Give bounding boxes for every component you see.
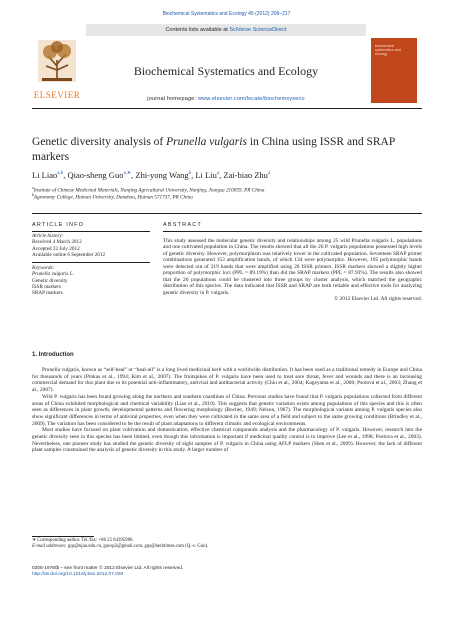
article-info-rule [32,231,150,232]
email-addresses[interactable]: gqs@njau.edu.cn, guoqs2@gmail.com, gqs@herbtimes.com (Q.-s. Guo). [67,544,209,550]
affiliation-b [32,193,422,201]
homepage-prefix: journal homepage: [147,96,198,102]
author-name: Zai-biao Zhu [223,170,268,180]
corresponding-author: ∗ Corresponding author. Tel./fax: +86 25 84395980. [32,538,134,543]
intro-paragraph: Wild P. vulgaris has been found growing along the northern and southern coastlines of China. Previous studies have found that P. vulgaris populations collected from different areas of China exhibited morphological and chemical variability (Liao et al., 2010). This suggests that genetic variation exists among populations of this species and this is often seen as differences in plant growth, developmental patterns and flowering morphology (Bocher, 1949; Nelson, 1967). The morphological variants among P. vulgaris species also show significant differences in terms of antiviral properties, even when they were cultivated in the same area of a field and subject to the same growing conditions (Brindley et al., 2009). The variation has been considered to be the result of plant adaptations to different climatic and ecological environments. [32,393,422,427]
introduction-heading: 1. Introduction [32,352,74,358]
issn-line [32,566,422,578]
author-list: Li Liao$^{a,b}$, Qiao-sheng Guo$^{a,∗}$, Zhi-yong Wang$^b$, Li Liu$^a$, Zai-biao Zhu$^a$ [32,170,271,180]
title-species: Prunella vulgaris [166,136,247,148]
corresponding-author-footnote [32,538,422,550]
article-info-heading: ARTICLE INFO [32,222,85,228]
abstract-heading: ABSTRACT [163,222,202,228]
abstract-rule [163,231,422,232]
issn-text: 0305-1978/$ – see front matter © 2012 Elsevier Ltd. All rights reserved. [32,566,184,571]
author-affil-marker[interactable]: a,b [57,171,64,177]
header-divider [32,108,422,109]
homepage-link[interactable]: www.elsevier.com/locate/biochemsyseco [197,96,305,102]
received-date: Received 4 March 2012 [32,239,82,246]
keywords-rule [32,262,150,263]
doi-link[interactable]: http://dx.doi.org/10.1016/j.bse.2012.07.030 [32,572,124,578]
email-label: E-mail addresses: [32,544,68,550]
introduction-body [32,367,422,454]
author-affil-marker[interactable]: b [188,171,192,177]
online-date: Available online 6 September 2012 [32,251,106,258]
affiliation-text: Institute of Chinese Medicinal Materials, Nanjing Agricultural University, Nanjing, Jiangsu 210059, PR China [33,187,265,194]
affiliation-marker: b [32,193,34,197]
article-history [32,233,150,258]
abstract-body [163,238,422,303]
author-name: Qiao-sheng Guo [67,170,124,180]
abstract-text: This study assessed the molecular genetic diversity and relationships among 25 wild Prunella vulgaris L. populations and one cultivated population in China. The results showed that all the 26 P. vulgaris populations possessed high levels of genetic diversity. However, polymorphism was relatively lower in the cultivated population. Seventeen SRAP primer combinations generated 153 amplification bands, of which 134 were polymorphic. However, 195 polymorphic bands were detected out of 219 bands that were amplified using 20 ISSR primers. ISSR markers showed a slightly higher proportion of polymorphic loci (PPL = 89.19%) than did the SRAP markers (PPL = 87.93%). The results also showed that the 26 populations could be clustered into three groups by cluster analysis, which matched the geographic distribution of this species. The data indicated that ISSR and SRAP are both reliable and effective tools for analyzing genetic diversity in P. vulgaris. [163,238,422,296]
elsevier-logo [32,38,82,104]
article-title [32,135,422,165]
cover-title: biochemical systematics and ecology [375,44,401,56]
affiliation-text: Agronomy College, Hainan University, Danzhou, Hainan 571737, PR China [33,194,193,201]
author-affil-marker[interactable]: a,∗ [123,171,132,177]
journal-citation: Biochemical Systematics and Ecology 45 (2012) 209–217 [162,11,291,17]
title-part2: in China using ISSR and SRAP markers [32,136,395,163]
keyword: SRAP markers [32,290,63,297]
journal-title: Biochemical Systematics and Ecology [133,64,319,78]
sciencedirect-link[interactable]: SciVerse ScienceDirect [229,27,287,33]
author-affil-marker[interactable]: a [216,171,220,177]
publisher-name: ELSEVIER [33,90,81,100]
affiliation-marker: a [32,186,34,190]
keyword: ISSR markers [32,283,61,290]
intro-paragraph: Most studies have focused on plant cultivation and domestication, effective chemical compounds analysis and the pharmacology of P. vulgaris. However, research into the genetic diversity seen in this species has been limited, even though this information is important if medicinal quality control is to improve (Lee et al., 1998; Psotova et al., 2003). Nevertheless, one pioneer study has studied the genetic diversity of eight samples of P. vulgaris in China using AFLP markers (Shen et al., 2009). However, the lack of different plant samples constrained the analysis of genetic diversity in this study. A larger number of [32,427,422,454]
author-name: Li Liao [32,170,58,180]
abstract-copyright: © 2012 Elsevier Ltd. All rights reserved. [334,296,422,303]
keywords-label: Keywords: [32,265,55,271]
author-name: Zhi-yong Wang [135,170,189,180]
title-part1: Genetic diversity analysis of [32,136,167,148]
author-name: Li Liu [195,170,217,180]
keywords [32,265,150,296]
footnote-rule [32,536,94,537]
author-affil-marker[interactable]: a [267,171,271,177]
journal-cover-thumbnail [371,38,417,103]
history-label: Article history: [32,233,64,239]
keyword: Prunella vulgaris L. [32,271,74,278]
contents-prefix: Contents lists available at [165,27,230,33]
contents-banner [86,24,366,36]
keyword: Genetic diversity [32,277,68,284]
elsevier-tree-icon [38,40,76,82]
section-divider [32,213,422,214]
journal-homepage [86,96,366,102]
intro-paragraph: Prunella vulgaris, known as “self-heal” or “heal-all” is a long lived medicinal herb with a worldwide distribution. It has been used as a traditional remedy in Europe and China for thousands of years (Pinkas et al., 1994; Kim et al., 2007). The fruitspikes of P. vulgaris have been used to treat sore throat, fever and wounds and there is an increasing commercial demand for this plant due to its potential anti-inflammatory, antiviral and antibacterial activity (Chiu et al., 2004; Kageyama et al., 2000; Psotová et al., 2003; Zhang et al., 2007). [32,367,422,394]
accepted-date: Accepted 22 July 2012 [32,245,80,252]
